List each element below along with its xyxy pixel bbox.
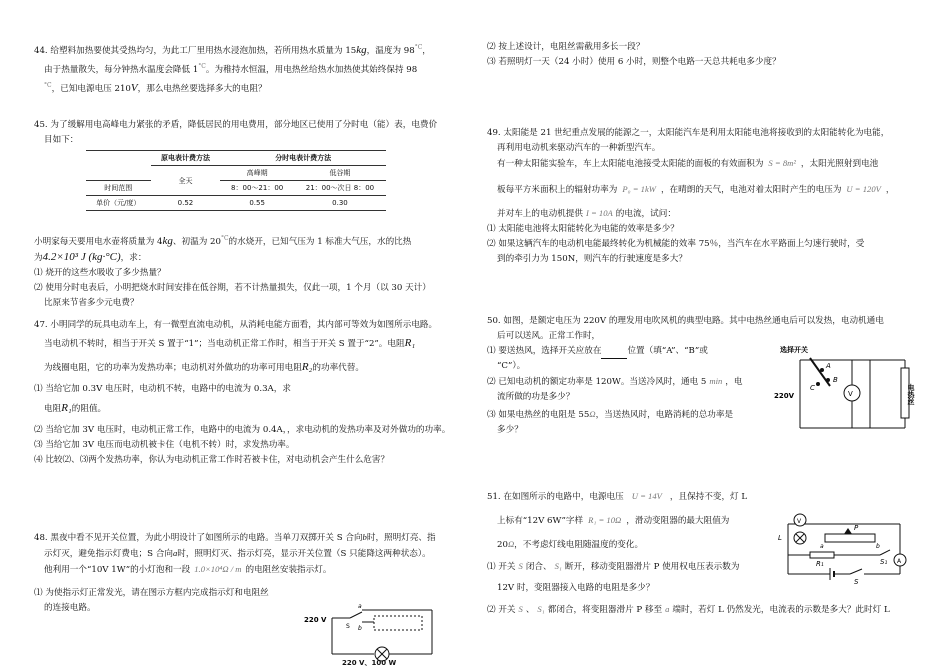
question-44 [34,40,474,97]
table-cell: 时间范围 [86,181,151,196]
q50-fig-c: C [810,384,815,392]
q50-sub3b: 多少？ [497,425,523,435]
q47-sub4: ⑷ 比较⑵、⑶两个发热功率，你认为电动机正常工作时若被卡住，对电动机会产生什么危害？ [34,455,390,465]
q51-line2: 上标有“12V 6W”字样 R₁ = 10Ω ，滑动变阻器的最大阻值为 [497,515,730,526]
q51-fig-slider: P [854,524,859,532]
q50-answer-blank[interactable] [601,349,627,359]
q49-line5: 并对车上的电动机提供 I = 10A 的电流，试问： [497,208,676,219]
q47-line2: 当电动机不转时，相当于开关 S 置于“1”；当电动机正常工作时，相当于开关 S 置于“2”。电阻R₁ [44,337,416,349]
q50-circuit-figure [770,338,920,446]
table-cell: 0.30 [294,196,386,211]
table-cell: 低谷期 [294,166,386,181]
q51-sub1: ⑴ 开关 S 闭合、 S₁ 断开，移动变阻器滑片 P 使用权电压表示数为 [487,561,740,572]
q48-fig-b: b [358,625,362,632]
q47-line3: 为线圈电阻，它的功率为发热功率；电动机对外做功的功率可用电阻R₂的功率代替。 [44,361,364,373]
q47-sub3: ⑶ 当给它加 3V 电压而电动机被卡住（电机不转）时，求发热功率。 [34,440,295,450]
q48-line3: 他利用一个“10V 1W”的小灯泡和一段 1.0×10⁴Ω / m 的电阻丝安装指示灯。 [44,564,332,575]
q50-sub1b: “C”）。 [497,361,526,371]
q50-sub1: ⑴ 要送热风，选择开关应放在 位置（填“A”、“B”或 [487,344,927,359]
q51-fig-switch1: S₁ [880,558,888,566]
q51-fig-lamp: L [778,534,782,542]
q44-line3: $^{^\circ C}$，已知电源电压 210V，那么电热丝要选择多大的电阻？ [44,81,267,94]
q50-fig-heater: 电热丝 [907,384,915,405]
q50-fig-a: A [826,362,831,370]
q45-line2: 目如下： [44,135,79,145]
table-cell: 高峰期 [220,166,294,181]
table-cell: 0.52 [151,196,221,211]
question-47 [34,318,474,468]
q49-line2: 再利用电动机来驱动汽车的一种新型汽车。 [497,143,661,153]
q49-line1: 49. 太阳能是 21 世纪重点发展的能源之一，太阳能汽车是利用太阳能电池将接收到的太阳能转化为电能， [487,128,890,138]
q48-sub3: ⑶ 若照明灯一天（24 小时）使用 6 小时，则整个电路一天总共耗电多少度？ [487,57,781,67]
q51-sub1b: 12V 时，变阻器接入电路的电阻是多少？ [497,583,655,593]
question-45 [34,118,474,148]
q51-circuit-svg [770,506,920,586]
table-cell: 单价（元/度） [86,196,151,211]
q48-sub1b: 的连接电路。 [44,603,96,613]
table-cell: 全天 [151,166,221,196]
q44-line2: 由于热量散失，每分钟热水温度会降低 $1^{^\circ C}$。为稚持水恒温，用电热丝给热水加热使其始终保持 98 [44,62,418,75]
table-cell: 0.55 [220,196,294,211]
q45-sub1: ⑴ 烧开的这些水吸收了多少热量？ [34,267,166,278]
q48-fig-voltage: 220 V [304,616,327,624]
q51-fig-b-end: b [876,543,880,550]
q45-line1: 45. 为了缓解用电高峰电力紧张的矛盾，降低居民的用电费用，部分地区已使用了分时电（能）表，电费价 [34,120,438,130]
q51-fig-switch: S [854,578,859,586]
q47-sub2: ⑵ 当给它加 3V 电压时，电动机正常工作，电路中的电流为 0.4A，，求电动机的发热功率及对外做功的功率。 [34,425,451,435]
q51-fig-r1: R₁ [816,560,824,568]
q44-line1: 44. 给塑料加热要使其受热均匀，为此工厂里用热水浸泡加热，若所用热水质量为 15kg，温度为 $98^{^\circ C}$， [34,43,431,56]
q47-line1: 47. 小明同学的玩具电动车上，有一微型直流电动机，从消耗电能方面看，其内部可等效为如图所示电路。 [34,320,438,330]
question-49 [487,126,927,267]
q50-sub2: ⑵ 已知电动机的额定功率是 120W。当送冷风时，通电 5 min ，电 [487,376,743,387]
table-cell: 21：00～次日 8：00 [294,181,386,196]
table-header: 原电表计费方法 [151,151,221,166]
price-table [86,150,386,211]
q45-line4: 为4.2×10³ J (kg·°C)，求： [34,250,147,263]
q50-circuit-svg [770,338,920,446]
question-48-cont [487,40,927,70]
q50-fig-motor: V [848,390,853,398]
q50-fig-title: 选择开关 [780,346,808,354]
q45-sub2b: 比原来节省多少元电费？ [44,297,139,308]
q48-fig-a: a [358,603,362,610]
q48-circuit-figure [302,598,452,668]
q51-fig-ammeter: A [897,558,902,565]
q49-sub1: ⑴ 太阳能电池将太阳能转化为电能的效率是多少？ [487,224,679,234]
q45-sub2: ⑵ 使用分时电表后，小明把烧水时间安排在低谷期，若不计热量损失，仅此一项，1 个月（以 30 天计） [34,282,431,293]
q51-line3: 20Ω，不考虑灯线电阻随温度的变化。 [497,539,644,550]
q49-sub2: ⑵ 如果这辆汽车的电动机电能最终转化为机械能的效率 75％，当汽车在水平路面上匀速行驶时，受 [487,239,865,249]
table-header: 分时电表计费方法 [220,151,386,166]
q47-sub1b: 电阻R₁的阻值。 [44,402,107,414]
table-cell: 8：00～21：00 [220,181,294,196]
q49-line4: 板每平方米面积上的辐射功率为 P₀ = 1kW ，在晴朗的天气，电池对着太阳时产生的电压为 U = 120V ， [497,184,895,195]
q50-fig-voltage: 220V [774,392,795,400]
q50-fig-b: B [833,376,838,384]
q48-sub1: ⑴ 为使指示灯正常发光，请在图示方框内完成指示灯和电阻丝 [34,588,269,598]
q48-sub2: ⑵ 按上述设计，电阻丝需截用多长一段？ [487,42,645,52]
q50-sub3: ⑶ 如果电热丝的电阻是 55Ω，当送热风时，电路消耗的总功率是 [487,409,734,420]
q47-sub1: ⑴ 当给它加 0.3V 电压时，电动机不转，电路中的电流为 0.3A，求 [34,384,291,394]
q45-line3: 小明家每天要用电水壶将质量为 4kg、初温为 $20^{^\circ C}$的水烧开，已知气压为 1 标准大气压，水的比热 [34,234,412,247]
q51-circuit-figure [770,506,920,586]
question-45-body [34,231,474,311]
q49-sub2b: 到的牵引力为 150N，则汽车的行驶速度是多大？ [497,254,687,264]
q50-line1: 50. 如图，是额定电压为 220V 的理发用电吹风机的典型电路。其中电热丝通电后可以发热，电动机通电 [487,316,884,326]
q51-fig-a-end: a [820,543,824,550]
q50-sub2b: 流所做的功是多少？ [497,392,575,402]
q48-fig-switch-label: S [346,623,350,630]
table-cell [86,151,151,181]
q51-line1: 51. 在如图所示的电路中，电源电压 U = 14V ，且保持不变，灯 L [487,491,748,502]
q51-fig-voltmeter: V [797,518,802,525]
q48-line2: 示灯灭，避免指示灯费电；S 合向a时，照明灯灭、指示灯亮，显示开关位置（S 只能降这两种状态）。 [44,548,431,559]
q48-fig-lamp-label: 220 V、100 W [342,659,397,667]
q51-sub2: ⑵ 开关 S 、 S₁ 都闭合，将变阻器滑片 P 移至 a 端时，若灯 L 仍然发光，电流表的示数是多大？此时灯 L [487,604,890,615]
q48-line1: 48. 黑夜中看不见开关位置，为此小明设计了如图所示的电路。当单刀双掷开关 S 合向b时，照明灯亮、指 [34,532,436,543]
q50-line2: 后可以送风。正常工作时， [497,331,601,341]
q49-line3: 有一种太阳能实验车，车上太阳能电池接受太阳能的面板的有效面积为 S = 8m² ，太阳光照射到电池 [497,158,879,169]
